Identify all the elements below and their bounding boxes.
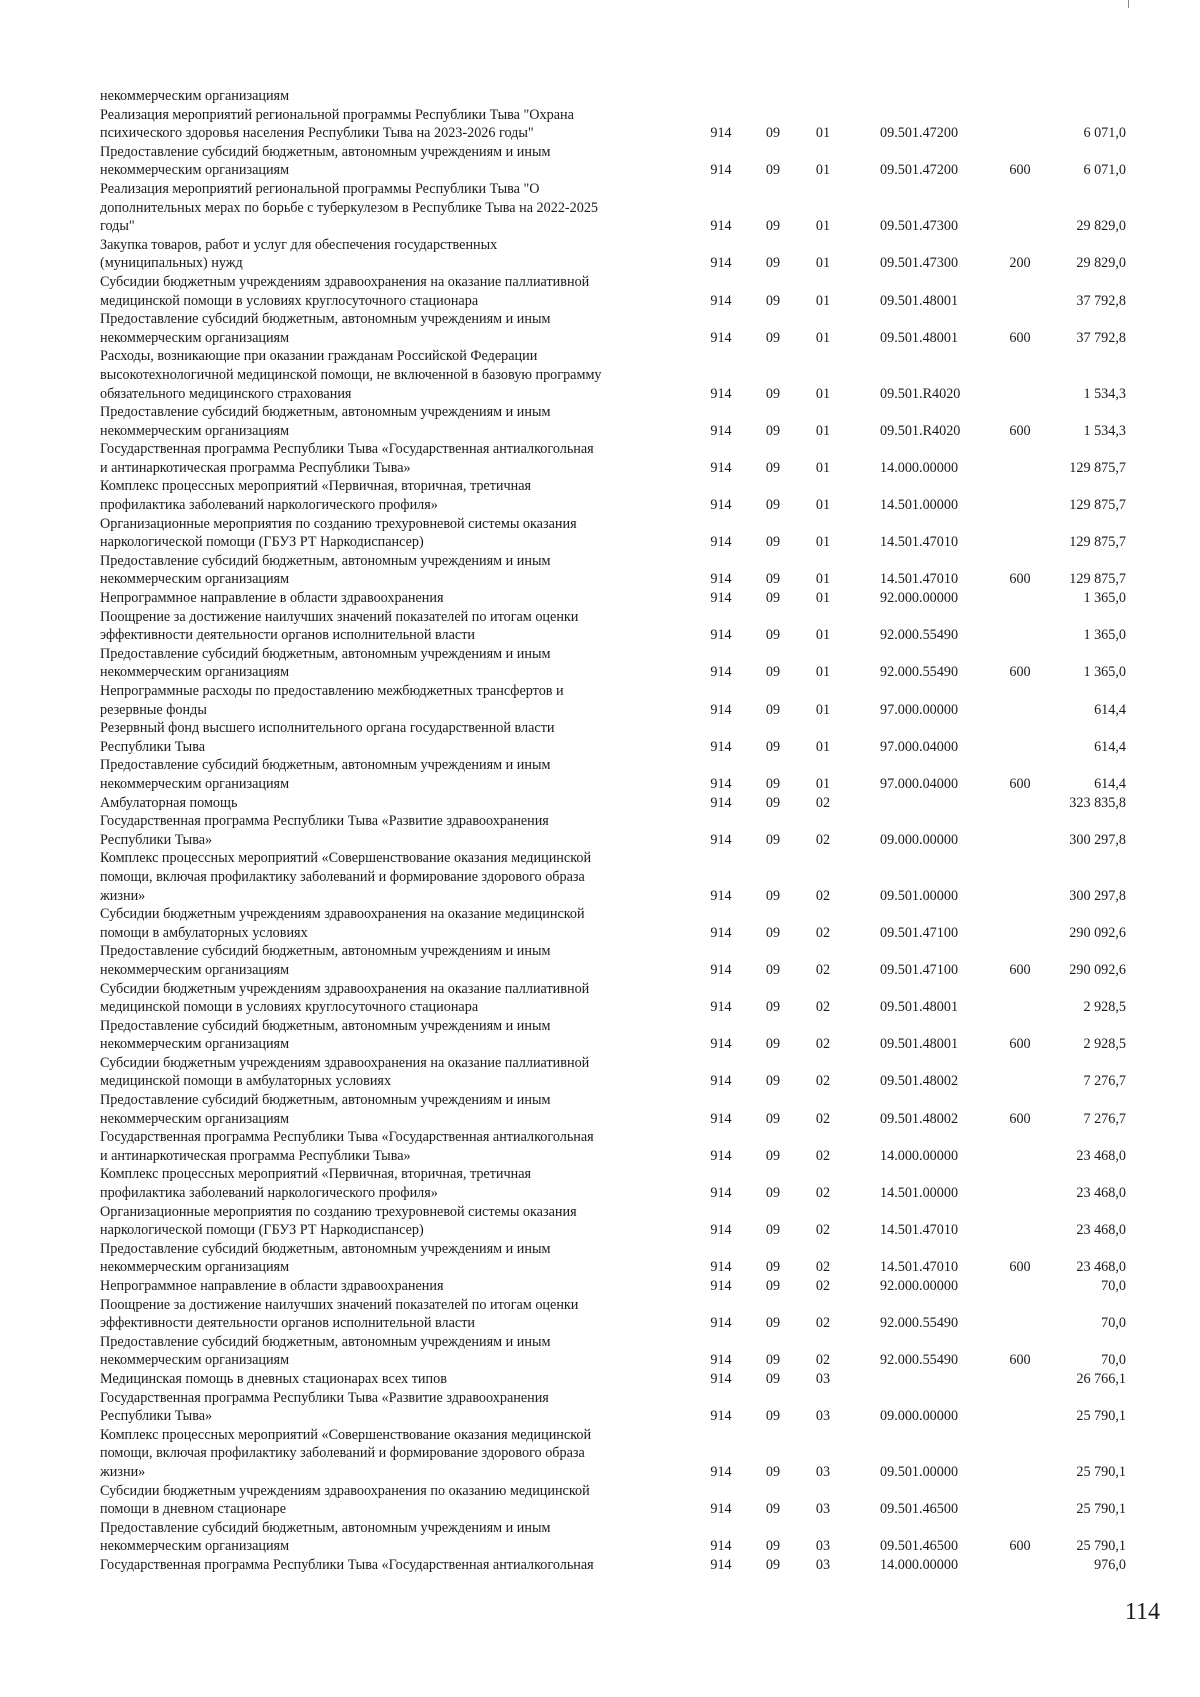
subsection-code: 01 xyxy=(815,255,831,272)
amount: 614,4 xyxy=(1094,701,1126,718)
section-code: 09 xyxy=(765,534,781,551)
grbs-code: 914 xyxy=(710,385,732,402)
subsection-code: 01 xyxy=(815,329,831,346)
amount: 26 766,1 xyxy=(1076,1370,1126,1387)
subsection-code: 02 xyxy=(815,1036,831,1053)
subsection-code: 02 xyxy=(815,1073,831,1090)
table-row xyxy=(0,515,1200,552)
row-description: Комплекс процессных мероприятий «Первичная, вторичная, третичная профилактика заболеваний наркологического профиля» xyxy=(100,478,532,514)
target-article-code: 97.000.00000 xyxy=(880,701,959,718)
budget-table xyxy=(0,87,1200,1575)
target-article-code: 97.000.04000 xyxy=(880,775,959,792)
section-code: 09 xyxy=(765,1222,781,1239)
grbs-code: 914 xyxy=(710,1501,732,1518)
grbs-code: 914 xyxy=(710,1538,732,1555)
amount: 614,4 xyxy=(1094,775,1126,792)
table-row xyxy=(0,1240,1200,1277)
target-article-code: 14.000.00000 xyxy=(880,1556,959,1573)
table-row xyxy=(0,180,1200,236)
grbs-code: 914 xyxy=(710,1185,732,1202)
table-row xyxy=(0,645,1200,682)
section-code: 09 xyxy=(765,1073,781,1090)
target-article-code: 09.501.48002 xyxy=(880,1073,959,1090)
target-article-code: 14.501.47010 xyxy=(880,534,959,551)
target-article-code: 09.501.48001 xyxy=(880,292,959,309)
table-row xyxy=(0,1370,1200,1389)
row-description: Организационные мероприятия по созданию трехуровневой системы оказания наркологической помощи (ГБУЗ РТ Наркодиспансер) xyxy=(100,1203,577,1239)
table-row xyxy=(0,719,1200,756)
amount: 976,0 xyxy=(1094,1556,1126,1573)
subsection-code: 02 xyxy=(815,887,831,904)
expense-type-code: 600 xyxy=(1009,664,1031,681)
row-description: Комплекс процессных мероприятий «Первичная, вторичная, третичная профилактика заболеваний наркологического профиля» xyxy=(100,1166,532,1202)
grbs-code: 914 xyxy=(710,1222,732,1239)
target-article-code: 92.000.00000 xyxy=(880,590,959,607)
section-code: 09 xyxy=(765,961,781,978)
grbs-code: 914 xyxy=(710,459,732,476)
subsection-code: 02 xyxy=(815,831,831,848)
row-description: Медицинская помощь в дневных стационарах всех типов xyxy=(100,1370,447,1387)
row-description: Расходы, возникающие при оказании гражданам Российской Федерации высокотехнологичной медицинской помощи, не включенной в базовую программу обязательного медицинского страхования xyxy=(100,348,602,402)
expense-type-code: 600 xyxy=(1009,329,1031,346)
amount: 6 071,0 xyxy=(1083,162,1126,179)
section-code: 09 xyxy=(765,162,781,179)
table-row xyxy=(0,1296,1200,1333)
subsection-code: 03 xyxy=(815,1501,831,1518)
section-code: 09 xyxy=(765,1556,781,1573)
row-description: Предоставление субсидий бюджетным, автономным учреждениям и иным некоммерческим организациям xyxy=(100,943,551,978)
target-article-code: 92.000.55490 xyxy=(880,1352,959,1369)
table-row xyxy=(0,1426,1200,1482)
grbs-code: 914 xyxy=(710,590,732,607)
row-description: Субсидии бюджетным учреждениям здравоохранения на оказание паллиативной медицинской помощи в амбулаторных условиях xyxy=(100,1054,590,1090)
target-article-code: 09.501.48001 xyxy=(880,329,959,346)
grbs-code: 914 xyxy=(710,887,732,904)
amount: 25 790,1 xyxy=(1076,1463,1126,1480)
row-description: Предоставление субсидий бюджетным, автономным учреждениям и иным некоммерческим организациям xyxy=(100,757,551,792)
target-article-code: 09.000.00000 xyxy=(880,831,959,848)
table-row xyxy=(0,1054,1200,1091)
section-code: 09 xyxy=(765,497,781,514)
grbs-code: 914 xyxy=(710,218,732,235)
amount: 37 792,8 xyxy=(1076,292,1126,309)
grbs-code: 914 xyxy=(710,255,732,272)
section-code: 09 xyxy=(765,999,781,1016)
section-code: 09 xyxy=(765,1036,781,1053)
amount: 23 468,0 xyxy=(1076,1185,1126,1202)
table-row xyxy=(0,440,1200,477)
amount: 23 468,0 xyxy=(1076,1259,1126,1276)
grbs-code: 914 xyxy=(710,961,732,978)
subsection-code: 02 xyxy=(815,1185,831,1202)
target-article-code: 97.000.04000 xyxy=(880,738,959,755)
grbs-code: 914 xyxy=(710,627,732,644)
amount: 25 790,1 xyxy=(1076,1501,1126,1518)
target-article-code: 14.501.47010 xyxy=(880,1259,959,1276)
expense-type-code: 600 xyxy=(1009,571,1031,588)
row-description: Предоставление субсидий бюджетным, автономным учреждениям и иным некоммерческим организациям xyxy=(100,404,551,439)
subsection-code: 03 xyxy=(815,1538,831,1555)
table-row xyxy=(0,1389,1200,1426)
section-code: 09 xyxy=(765,627,781,644)
amount: 1 365,0 xyxy=(1083,627,1126,644)
subsection-code: 01 xyxy=(815,292,831,309)
section-code: 09 xyxy=(765,459,781,476)
amount: 7 276,7 xyxy=(1083,1110,1126,1127)
table-row xyxy=(0,794,1200,813)
table-row xyxy=(0,1165,1200,1202)
table-row xyxy=(0,980,1200,1017)
grbs-code: 914 xyxy=(710,162,732,179)
row-description: Предоставление субсидий бюджетным, автономным учреждениям и иным некоммерческим организациям xyxy=(100,1519,551,1555)
section-code: 09 xyxy=(765,1370,781,1387)
section-code: 09 xyxy=(765,1501,781,1518)
row-description: Субсидии бюджетным учреждениям здравоохранения по оказанию медицинской помощи в дневном стационаре xyxy=(100,1482,590,1518)
target-article-code: 92.000.55490 xyxy=(880,664,959,681)
table-row xyxy=(0,942,1200,979)
target-article-code: 09.501.47100 xyxy=(880,961,959,978)
amount: 29 829,0 xyxy=(1076,255,1126,272)
section-code: 09 xyxy=(765,794,781,811)
row-description: Организационные мероприятия по созданию трехуровневой системы оказания наркологической помощи (ГБУЗ РТ Наркодиспансер) xyxy=(100,515,577,551)
expense-type-code: 600 xyxy=(1009,1259,1031,1276)
amount: 1 365,0 xyxy=(1083,590,1126,607)
subsection-code: 03 xyxy=(815,1370,831,1387)
subsection-code: 02 xyxy=(815,1222,831,1239)
row-description: Непрограммное направление в области здравоохранения xyxy=(100,1278,444,1294)
subsection-code: 02 xyxy=(815,1259,831,1276)
grbs-code: 914 xyxy=(710,1408,732,1425)
target-article-code: 92.000.55490 xyxy=(880,627,959,644)
row-description: Субсидии бюджетным учреждениям здравоохранения на оказание медицинской помощи в амбулаторных условиях xyxy=(100,906,585,941)
target-article-code: 09.501.48002 xyxy=(880,1110,959,1127)
amount: 70,0 xyxy=(1101,1352,1126,1369)
row-description: Непрограммное направление в области здравоохранения xyxy=(100,590,444,607)
table-row xyxy=(0,1203,1200,1240)
target-article-code: 14.501.47010 xyxy=(880,1222,959,1239)
row-description: Предоставление субсидий бюджетным, автономным учреждениям и иным некоммерческим организациям xyxy=(100,311,551,346)
row-description: Субсидии бюджетным учреждениям здравоохранения на оказание паллиативной медицинской помощи в условиях круглосуточного стационара xyxy=(100,273,590,309)
section-code: 09 xyxy=(765,218,781,235)
grbs-code: 914 xyxy=(710,831,732,848)
subsection-code: 01 xyxy=(815,162,831,179)
subsection-code: 01 xyxy=(815,627,831,644)
amount: 129 875,7 xyxy=(1069,534,1126,551)
amount: 1 365,0 xyxy=(1083,664,1126,681)
table-row xyxy=(0,849,1200,905)
target-article-code: 09.501.00000 xyxy=(880,887,959,904)
row-description: Государственная программа Республики Тыва «Государственная антиалкогольная и антинаркотическая программа Республики Тыва» xyxy=(100,1129,594,1164)
row-description: Непрограммные расходы по предоставлению межбюджетных трансфертов и резервные фонды xyxy=(100,683,564,718)
table-row xyxy=(0,1482,1200,1519)
table-row xyxy=(0,1091,1200,1128)
subsection-code: 02 xyxy=(815,999,831,1016)
section-code: 09 xyxy=(765,1147,781,1164)
target-article-code: 09.501.R4020 xyxy=(880,385,961,402)
table-row xyxy=(0,477,1200,514)
row-description: Реализация мероприятий региональной программы Республики Тыва "Охрана психического здоровья населения Республики Тыва на 2023-2026 годы" xyxy=(100,106,574,142)
row-description: Реализация мероприятий региональной программы Республики Тыва "О дополнительных мерах по борьбе с туберкулезом в Республике Тыва на 2022-2025 годы" xyxy=(100,180,599,235)
row-description: Амбулаторная помощь xyxy=(100,794,238,811)
expense-type-code: 600 xyxy=(1009,961,1031,978)
row-description: Государственная программа Республики Тыва «Государственная антиалкогольная xyxy=(100,1556,594,1573)
subsection-code: 01 xyxy=(815,664,831,681)
section-code: 09 xyxy=(765,664,781,681)
target-article-code: 09.501.00000 xyxy=(880,1463,959,1480)
scan-edge-mark xyxy=(1128,0,1129,8)
subsection-code: 01 xyxy=(815,218,831,235)
amount: 29 829,0 xyxy=(1076,218,1126,235)
table-row xyxy=(0,106,1200,143)
subsection-code: 02 xyxy=(815,1315,831,1332)
expense-type-code: 600 xyxy=(1009,1538,1031,1555)
table-row xyxy=(0,756,1200,793)
grbs-code: 914 xyxy=(710,1259,732,1276)
amount: 300 297,8 xyxy=(1069,831,1126,848)
target-article-code: 14.000.00000 xyxy=(880,459,959,476)
target-article-code: 09.501.46500 xyxy=(880,1501,959,1518)
grbs-code: 914 xyxy=(710,794,732,811)
target-article-code: 09.501.46500 xyxy=(880,1538,959,1555)
amount: 37 792,8 xyxy=(1076,329,1126,346)
section-code: 09 xyxy=(765,1352,781,1369)
amount: 1 534,3 xyxy=(1083,385,1126,402)
section-code: 09 xyxy=(765,125,781,142)
grbs-code: 914 xyxy=(710,125,732,142)
target-article-code: 14.501.47010 xyxy=(880,571,959,588)
subsection-code: 01 xyxy=(815,534,831,551)
row-description: Поощрение за достижение наилучших значений показателей по итогам оценки эффективности деятельности органов исполнительной власти xyxy=(100,1296,579,1332)
subsection-code: 01 xyxy=(815,422,831,439)
target-article-code: 14.501.00000 xyxy=(880,497,959,514)
row-description: Предоставление субсидий бюджетным, автономным учреждениям и иным некоммерческим организациям xyxy=(100,1333,551,1369)
row-description: Предоставление субсидий бюджетным, автономным учреждениям и иным некоммерческим организациям xyxy=(100,1092,551,1127)
table-row xyxy=(0,552,1200,589)
table-row xyxy=(0,812,1200,849)
table-row xyxy=(0,1519,1200,1556)
subsection-code: 02 xyxy=(815,924,831,941)
expense-type-code: 600 xyxy=(1009,162,1031,179)
subsection-code: 02 xyxy=(815,1278,831,1294)
table-row xyxy=(0,1333,1200,1370)
amount: 290 092,6 xyxy=(1069,961,1126,978)
row-description: Предоставление субсидий бюджетным, автономным учреждениям и иным некоммерческим организациям xyxy=(100,645,551,681)
grbs-code: 914 xyxy=(710,1073,732,1090)
subsection-code: 03 xyxy=(815,1463,831,1480)
row-description: Закупка товаров, работ и услуг для обеспечения государственных (муниципальных) нужд xyxy=(100,236,498,272)
row-description: Поощрение за достижение наилучших значений показателей по итогам оценки эффективности деятельности органов исполнительной власти xyxy=(100,608,579,644)
expense-type-code: 600 xyxy=(1009,422,1031,439)
amount: 290 092,6 xyxy=(1069,924,1126,941)
subsection-code: 02 xyxy=(815,794,831,811)
section-code: 09 xyxy=(765,1408,781,1425)
amount: 129 875,7 xyxy=(1069,497,1126,514)
subsection-code: 01 xyxy=(815,571,831,588)
grbs-code: 914 xyxy=(710,1352,732,1369)
target-article-code: 09.501.47300 xyxy=(880,255,959,272)
table-row xyxy=(0,403,1200,440)
subsection-code: 03 xyxy=(815,1556,831,1573)
target-article-code: 09.501.47200 xyxy=(880,125,959,142)
table-row xyxy=(0,273,1200,310)
subsection-code: 01 xyxy=(815,590,831,607)
grbs-code: 914 xyxy=(710,1556,732,1573)
amount: 2 928,5 xyxy=(1083,999,1126,1016)
row-description: Предоставление субсидий бюджетным, автономным учреждениям и иным некоммерческим организациям xyxy=(100,552,551,588)
row-description: Предоставление субсидий бюджетным, автономным учреждениям и иным некоммерческим организациям xyxy=(100,1240,551,1276)
subsection-code: 01 xyxy=(815,738,831,755)
target-article-code: 14.000.00000 xyxy=(880,1147,959,1164)
table-row xyxy=(0,87,1200,106)
section-code: 09 xyxy=(765,571,781,588)
grbs-code: 914 xyxy=(710,571,732,588)
row-description: Субсидии бюджетным учреждениям здравоохранения на оказание паллиативной медицинской помощи в условиях круглосуточного стационара xyxy=(100,980,590,1016)
section-code: 09 xyxy=(765,738,781,755)
subsection-code: 03 xyxy=(815,1408,831,1425)
table-row xyxy=(0,310,1200,347)
table-row xyxy=(0,1277,1200,1296)
table-row xyxy=(0,143,1200,180)
table-row xyxy=(0,347,1200,403)
subsection-code: 01 xyxy=(815,125,831,142)
section-code: 09 xyxy=(765,1259,781,1276)
row-description: Резервный фонд высшего исполнительного органа государственной власти Республики Тыва xyxy=(100,720,555,755)
section-code: 09 xyxy=(765,831,781,848)
section-code: 09 xyxy=(765,1110,781,1127)
section-code: 09 xyxy=(765,775,781,792)
section-code: 09 xyxy=(765,701,781,718)
table-row xyxy=(0,236,1200,273)
grbs-code: 914 xyxy=(710,497,732,514)
grbs-code: 914 xyxy=(710,664,732,681)
target-article-code: 09.501.47300 xyxy=(880,218,959,235)
target-article-code: 09.000.00000 xyxy=(880,1408,959,1425)
expense-type-code: 600 xyxy=(1009,1352,1031,1369)
row-description: Государственная программа Республики Тыва «Развитие здравоохранения Республики Тыва» xyxy=(100,1389,549,1425)
subsection-code: 02 xyxy=(815,1110,831,1127)
section-code: 09 xyxy=(765,1463,781,1480)
expense-type-code: 600 xyxy=(1009,775,1031,792)
target-article-code: 14.501.00000 xyxy=(880,1185,959,1202)
row-description: Предоставление субсидий бюджетным, автономным учреждениям и иным некоммерческим организациям xyxy=(100,1017,551,1053)
grbs-code: 914 xyxy=(710,329,732,346)
subsection-code: 02 xyxy=(815,961,831,978)
subsection-code: 01 xyxy=(815,459,831,476)
grbs-code: 914 xyxy=(710,292,732,309)
section-code: 09 xyxy=(765,924,781,941)
target-article-code: 09.501.48001 xyxy=(880,999,959,1016)
row-description: некоммерческим организациям xyxy=(100,88,290,104)
section-code: 09 xyxy=(765,292,781,309)
target-article-code: 92.000.00000 xyxy=(880,1278,959,1294)
page-number: 114 xyxy=(1124,1599,1160,1625)
expense-type-code: 600 xyxy=(1009,1036,1031,1053)
grbs-code: 914 xyxy=(710,1315,732,1332)
subsection-code: 01 xyxy=(815,497,831,514)
grbs-code: 914 xyxy=(710,422,732,439)
subsection-code: 02 xyxy=(815,1147,831,1164)
section-code: 09 xyxy=(765,1538,781,1555)
amount: 129 875,7 xyxy=(1069,459,1126,476)
grbs-code: 914 xyxy=(710,1463,732,1480)
target-article-code: 09.501.47200 xyxy=(880,162,959,179)
amount: 1 534,3 xyxy=(1083,422,1126,439)
grbs-code: 914 xyxy=(710,999,732,1016)
section-code: 09 xyxy=(765,329,781,346)
subsection-code: 02 xyxy=(815,1352,831,1369)
section-code: 09 xyxy=(765,255,781,272)
amount: 25 790,1 xyxy=(1076,1408,1126,1425)
section-code: 09 xyxy=(765,422,781,439)
target-article-code: 09.501.R4020 xyxy=(880,422,961,439)
grbs-code: 914 xyxy=(710,1036,732,1053)
amount: 23 468,0 xyxy=(1076,1147,1126,1164)
target-article-code: 09.501.48001 xyxy=(880,1036,959,1053)
amount: 23 468,0 xyxy=(1076,1222,1126,1239)
subsection-code: 01 xyxy=(815,701,831,718)
subsection-code: 01 xyxy=(815,775,831,792)
table-row xyxy=(0,1017,1200,1054)
section-code: 09 xyxy=(765,887,781,904)
table-row xyxy=(0,589,1200,608)
table-row xyxy=(0,1128,1200,1165)
grbs-code: 914 xyxy=(710,1278,732,1294)
grbs-code: 914 xyxy=(710,1110,732,1127)
amount: 70,0 xyxy=(1101,1315,1126,1332)
row-description: Комплекс процессных мероприятий «Совершенствование оказания медицинской помощи, включая профилактику заболеваний и формирование здорового образа жизни» xyxy=(100,850,592,904)
table-row xyxy=(0,682,1200,719)
amount: 614,4 xyxy=(1094,738,1126,755)
grbs-code: 914 xyxy=(710,1370,732,1387)
amount: 129 875,7 xyxy=(1069,571,1126,588)
row-description: Государственная программа Республики Тыва «Развитие здравоохранения Республики Тыва» xyxy=(100,813,549,848)
section-code: 09 xyxy=(765,1185,781,1202)
amount: 300 297,8 xyxy=(1069,887,1126,904)
section-code: 09 xyxy=(765,590,781,607)
section-code: 09 xyxy=(765,1315,781,1332)
amount: 2 928,5 xyxy=(1083,1036,1126,1053)
amount: 7 276,7 xyxy=(1083,1073,1126,1090)
section-code: 09 xyxy=(765,1278,781,1294)
table-row xyxy=(0,608,1200,645)
row-description: Предоставление субсидий бюджетным, автономным учреждениям и иным некоммерческим организациям xyxy=(100,143,551,179)
row-description: Государственная программа Республики Тыва «Государственная антиалкогольная и антинаркотическая программа Республики Тыва» xyxy=(100,441,594,476)
target-article-code: 09.501.47100 xyxy=(880,924,959,941)
amount: 6 071,0 xyxy=(1083,125,1126,142)
row-description: Комплекс процессных мероприятий «Совершенствование оказания медицинской помощи, включая профилактику заболеваний и формирование здорового образа жизни» xyxy=(100,1426,592,1480)
grbs-code: 914 xyxy=(710,775,732,792)
subsection-code: 01 xyxy=(815,385,831,402)
amount: 70,0 xyxy=(1101,1278,1126,1294)
grbs-code: 914 xyxy=(710,924,732,941)
amount: 25 790,1 xyxy=(1076,1538,1126,1555)
table-row xyxy=(0,905,1200,942)
target-article-code: 92.000.55490 xyxy=(880,1315,959,1332)
grbs-code: 914 xyxy=(710,738,732,755)
grbs-code: 914 xyxy=(710,701,732,718)
table-row xyxy=(0,1556,1200,1575)
expense-type-code: 200 xyxy=(1009,255,1031,272)
amount: 323 835,8 xyxy=(1069,794,1126,811)
grbs-code: 914 xyxy=(710,1147,732,1164)
section-code: 09 xyxy=(765,385,781,402)
grbs-code: 914 xyxy=(710,534,732,551)
expense-type-code: 600 xyxy=(1009,1110,1031,1127)
